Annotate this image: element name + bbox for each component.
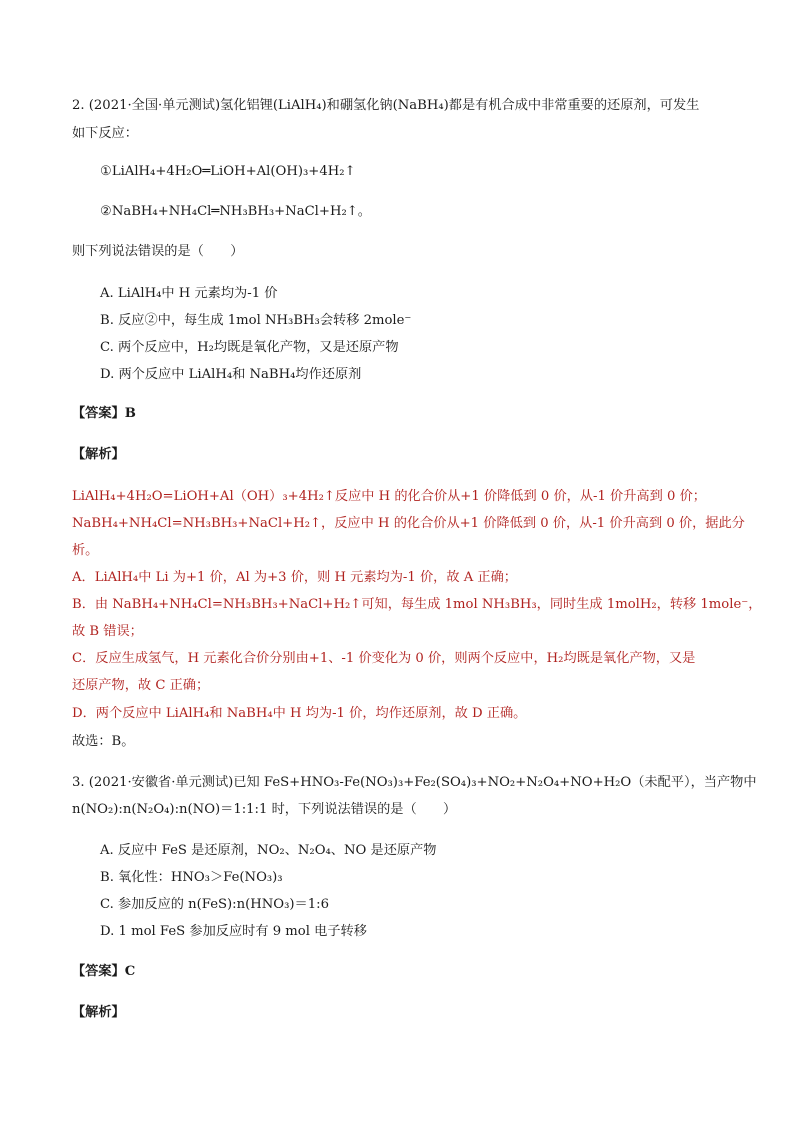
q3-stem-line1: 3. (2021·安徽省·单元测试)已知 FeS+HNO₃-Fe(NO₃)₃+Fe₂(SO₄)₃+NO₂+N₂O₄+NO+H₂O（未配平），当产物中	[72, 775, 757, 790]
q2-analysis-label: 【解析】	[72, 447, 125, 462]
q2-stem-line1: 2. (2021·全国·单元测试)氢化铝锂(LiAlH₄)和硼氢化钠(NaBH₄)都是有机合成中非常重要的还原剂，可发生	[72, 98, 700, 113]
q2-reaction-1: ①LiAlH₄+4H₂O═LiOH+Al(OH)₃+4H₂↑	[100, 164, 356, 179]
q2-analysis-line: B．由 NaBH₄+NH₄Cl=NH₃BH₃+NaCl+H₂↑可知，每生成 1mol NH₃BH₃，同时生成 1molH₂，转移 1mole⁻，	[72, 597, 762, 612]
q2-conclusion: 故选：B。	[72, 734, 135, 749]
q2-analysis-line: D．两个反应中 LiAlH₄和 NaBH₄中 H 均为-1 价，均作还原剂，故 D 正确。	[72, 706, 527, 721]
q2-analysis-line: NaBH₄+NH₄Cl=NH₃BH₃+NaCl+H₂↑，反应中 H 的化合价从+1 价降低到 0 价，从-1 价升高到 0 价，据此分	[72, 516, 745, 531]
q2-analysis-line: LiAlH₄+4H₂O=LiOH+Al（OH）₃+4H₂↑反应中 H 的化合价从+1 价降低到 0 价，从-1 价升高到 0 价；	[72, 489, 706, 504]
q2-option-d: D. 两个反应中 LiAlH₄和 NaBH₄均作还原剂	[100, 367, 362, 382]
q2-analysis-line: A．LiAlH₄中 Li 为+1 价，Al 为+3 价，则 H 元素均为-1 价，故 A 正确；	[72, 570, 517, 585]
q2-option-c: C. 两个反应中，H₂均既是氧化产物，又是还原产物	[100, 340, 399, 355]
q3-stem-line2: n(NO₂):n(N₂O₄):n(NO)＝1:1:1 时，下列说法错误的是（ ）	[72, 802, 457, 817]
q3-answer: 【答案】C	[72, 964, 136, 979]
q3-option-d: D. 1 mol FeS 参加反应时有 9 mol 电子转移	[100, 924, 367, 939]
q2-stem-line2: 如下反应：	[72, 126, 138, 141]
q2-analysis-line: C．反应生成氢气，H 元素化合价分别由+1、-1 价变化为 0 价，则两个反应中，H₂均既是氧化产物，又是	[72, 651, 696, 666]
q2-analysis-line: 还原产物，故 C 正确；	[72, 678, 210, 693]
q2-option-a: A. LiAlH₄中 H 元素均为-1 价	[100, 286, 278, 301]
q2-analysis-line: 析。	[72, 543, 99, 558]
q2-answer: 【答案】B	[72, 406, 136, 421]
q3-option-a: A. 反应中 FeS 是还原剂，NO₂、N₂O₄、NO 是还原产物	[100, 843, 437, 858]
q2-analysis-line: 故 B 错误；	[72, 624, 143, 639]
q2-reaction-2: ②NaBH₄+NH₄Cl═NH₃BH₃+NaCl+H₂↑。	[100, 204, 371, 219]
q3-option-c: C. 参加反应的 n(FeS):n(HNO₃)＝1:6	[100, 897, 329, 912]
q2-option-b: B. 反应②中，每生成 1mol NH₃BH₃会转移 2mole⁻	[100, 313, 412, 328]
q3-option-b: B. 氧化性：HNO₃＞Fe(NO₃)₃	[100, 870, 283, 885]
q2-question: 则下列说法错误的是（ ）	[72, 244, 244, 259]
q3-analysis-label: 【解析】	[72, 1005, 125, 1020]
